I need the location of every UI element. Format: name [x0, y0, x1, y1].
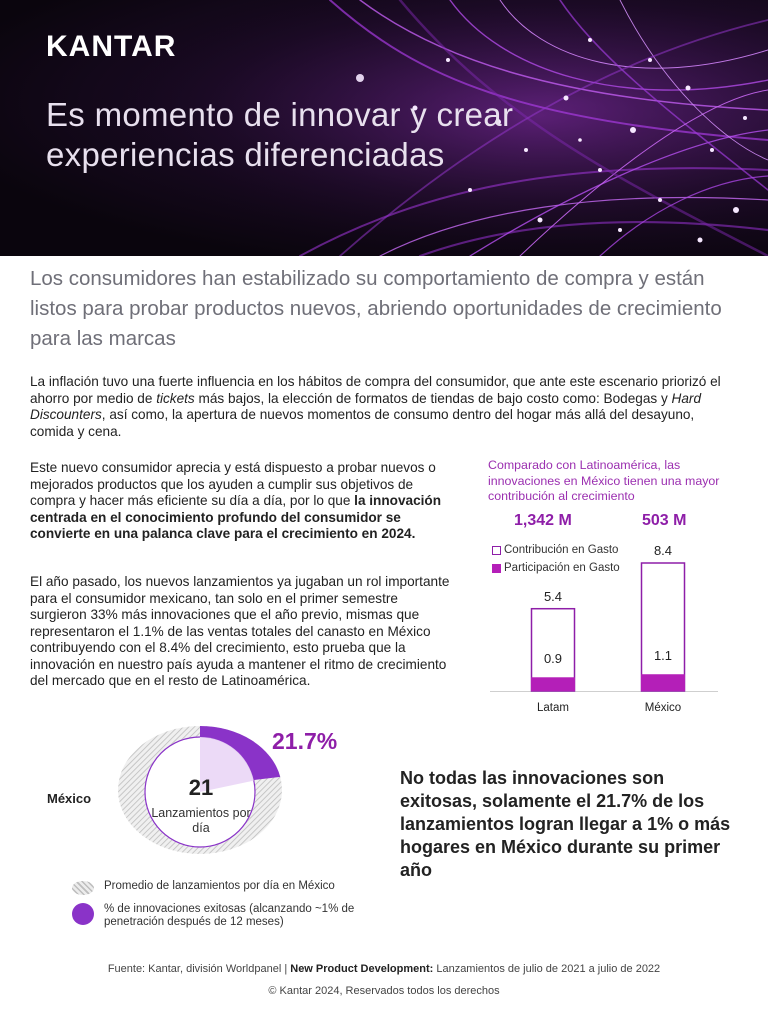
bar-total-label: 5.4	[543, 588, 563, 604]
bar-chart	[480, 530, 725, 700]
mexico-label: México	[47, 791, 92, 806]
success-percent: 21.7%	[272, 728, 338, 754]
mexico-total: 503 M	[642, 512, 687, 529]
legend-participacion-label: Participación en Gasto	[504, 562, 620, 574]
bar-participacion-1	[641, 674, 685, 691]
bar-total-label: 8.4	[653, 543, 673, 558]
bar-category-label: Latam	[537, 702, 569, 714]
bar-participacion-0	[531, 677, 575, 691]
bar-chart-title: Comparado con Latinoamérica, las innovaciones en México tienen una mayor contribución al crecimiento	[488, 458, 720, 503]
kantar-logo: KANTAR	[46, 30, 177, 63]
copyright: © Kantar 2024, Reservados todos los derechos	[268, 985, 500, 997]
bar-part-label: 1.1	[653, 648, 673, 664]
launches-per-day-label: Lanzamientos por día	[151, 806, 251, 835]
hero-title: Es momento de innovar y crear experiencias diferenciadas	[46, 96, 514, 173]
callout-text: No todas las innovaciones son exitosas, solamente el 21.7% de los lanzamientos logran llegar a 1% o más hogares en México durante su primer año	[400, 768, 731, 880]
bar-part-label: 0.9	[543, 651, 563, 667]
hatch-swatch-icon	[72, 881, 94, 895]
donut-legend-average-label: Promedio de lanzamientos por día en México	[104, 880, 335, 892]
donut-legend-success-label: % de innovaciones exitosas (alcanzando ~1% de penetración después de 12 meses)	[104, 903, 355, 928]
consumer-paragraph: Este nuevo consumidor aprecia y está dispuesto a probar nuevos o mejorados productos que los ayuden a cumplir sus objetivos de compra y hacer más eficiente su día a día, por lo que la innovación centrada en el conocimiento profundo del consumidor se convierte en una palanca clave para el crecimiento en 2024.	[30, 460, 442, 541]
intro-paragraph: La inflación tuvo una fuerte influencia en los hábitos de compra del consumidor, que ante este escenario priorizó el ahorro por medio de tickets más bajos, la elección de formatos de tiendas de bajo costo como: Bodegas y Hard Discounters, así como, la apertura de nuevos momentos de consumo dentro del hogar más allá del desayuno, comida y cena.	[30, 374, 721, 439]
purple-circle-icon	[72, 903, 94, 925]
subtitle: Los consumidores han estabilizado su comportamiento de compra y están listos para probar productos nuevos, abriendo oportunidades de crecimiento para las marcas	[30, 267, 722, 350]
source-note: Fuente: Kantar, división Worldpanel | New Product Development: Lanzamientos de julio de 2021 a julio de 2022	[107, 963, 661, 975]
bar-contribucion-1	[642, 563, 685, 691]
legend-contribucion-label: Contribución en Gasto	[504, 544, 619, 556]
donut-legend-average	[72, 880, 335, 895]
bar-category-label: México	[644, 702, 682, 714]
donut-legend-success	[72, 903, 372, 929]
latam-total: 1,342 M	[514, 512, 572, 529]
launches-paragraph: El año pasado, los nuevos lanzamientos ya jugaban un rol importante para el consumidor mexicano, tan solo en el primer semestre surgieron 33% más innovaciones que el año previo, mismas que representaron el 1.1% de las ventas totales del canasto en México contribuyendo con el 8.4% del crecimiento, esto prueba que la innovación en nuestro país ayuda a mantener el ritmo de crecimiento del mercado que en el resto de Latinoamérica.	[30, 574, 450, 688]
launches-per-day-value: 21	[188, 775, 214, 800]
hero-banner	[0, 0, 768, 256]
